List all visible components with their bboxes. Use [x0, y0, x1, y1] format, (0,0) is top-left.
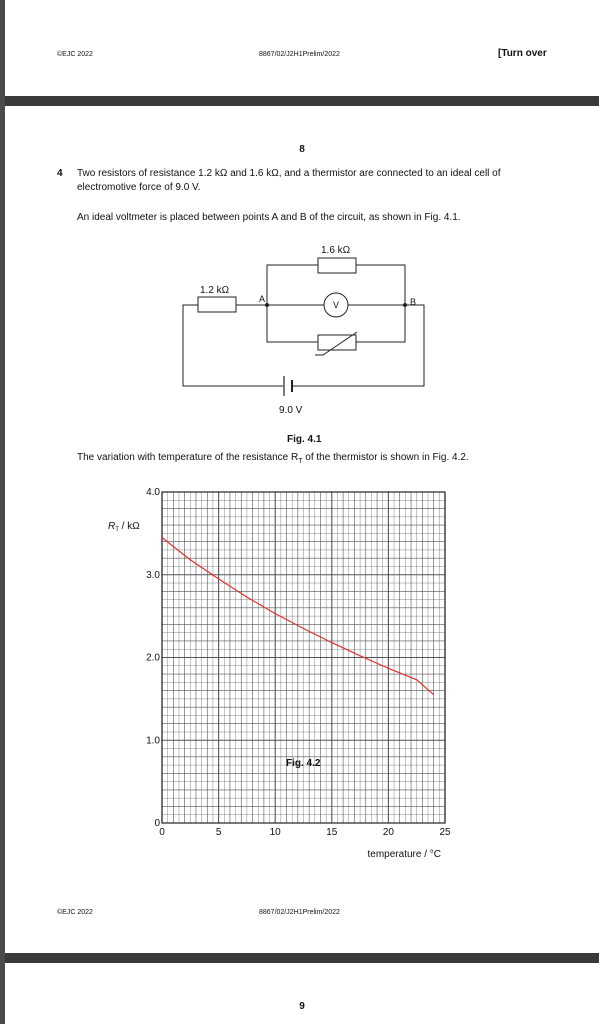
- x-tick-label: 0: [159, 827, 165, 838]
- fig-4-2-caption: Fig. 4.2: [286, 758, 321, 769]
- point-b-label: B: [410, 297, 417, 307]
- x-tick-label: 5: [215, 827, 222, 838]
- x-tick-label: 10: [269, 827, 281, 838]
- footer-copyright: ©EJC 2022: [57, 909, 93, 916]
- x-tick-label: 25: [439, 827, 451, 838]
- circuit-diagram: [5, 106, 599, 436]
- y-tick-label: 4.0: [146, 487, 160, 498]
- next-page-top: [5, 963, 599, 1024]
- question-text-line2: electromotive force of 9.0 V.: [77, 182, 201, 193]
- page-number: 8: [299, 144, 305, 155]
- y-tick-label: 3.0: [146, 569, 160, 581]
- r2-label: 1.6 kΩ: [321, 245, 351, 256]
- footer-code: 8867/02/J2H1Prelim/2022: [259, 909, 340, 916]
- y-tick-label: 2.0: [146, 652, 160, 664]
- x-tick-label: 20: [382, 827, 394, 838]
- question-text-line3: An ideal voltmeter is placed between points A and B of the circuit, as shown in Fig. 4.1.: [77, 212, 461, 223]
- question-text-line1: Two resistors of resistance 1.2 kΩ and 1.6 kΩ, and a thermistor are connected to an ideal cell of: [77, 168, 501, 179]
- next-page-number: 9: [299, 1001, 305, 1012]
- junction-b: [403, 303, 407, 307]
- x-tick-label: 15: [326, 827, 338, 838]
- cell-label: 9.0 V: [279, 405, 303, 416]
- graph-intro: The variation with temperature of the resistance $R_T$ of the thermistor is shown in Fig. 4.2.: [77, 452, 469, 465]
- point-a-label: A: [259, 294, 266, 304]
- y-tick-label: 0: [154, 818, 160, 829]
- resistor-1-2k: [198, 297, 236, 312]
- resistor-1-6k: [318, 258, 356, 273]
- header-copyright: ©EJC 2022: [57, 51, 93, 58]
- thermistor-chart: [5, 476, 599, 860]
- previous-page-bottom: [5, 0, 599, 96]
- header-code: 8867/02/J2H1Prelim/2022: [259, 51, 340, 58]
- question-number: 4: [57, 168, 63, 179]
- y-axis-label: $R_T$ / kΩ: [108, 521, 140, 533]
- page-8: [5, 106, 599, 953]
- junction-a: [265, 303, 269, 307]
- x-axis-label: temperature / °C: [367, 849, 441, 860]
- r1-label: 1.2 kΩ: [200, 285, 230, 296]
- thermistor: [318, 335, 356, 350]
- y-tick-label: 1.0: [146, 735, 160, 747]
- voltmeter-label: V: [333, 300, 340, 310]
- turn-over: [Turn over: [498, 48, 547, 59]
- fig-4-1-caption: Fig. 4.1: [287, 434, 322, 445]
